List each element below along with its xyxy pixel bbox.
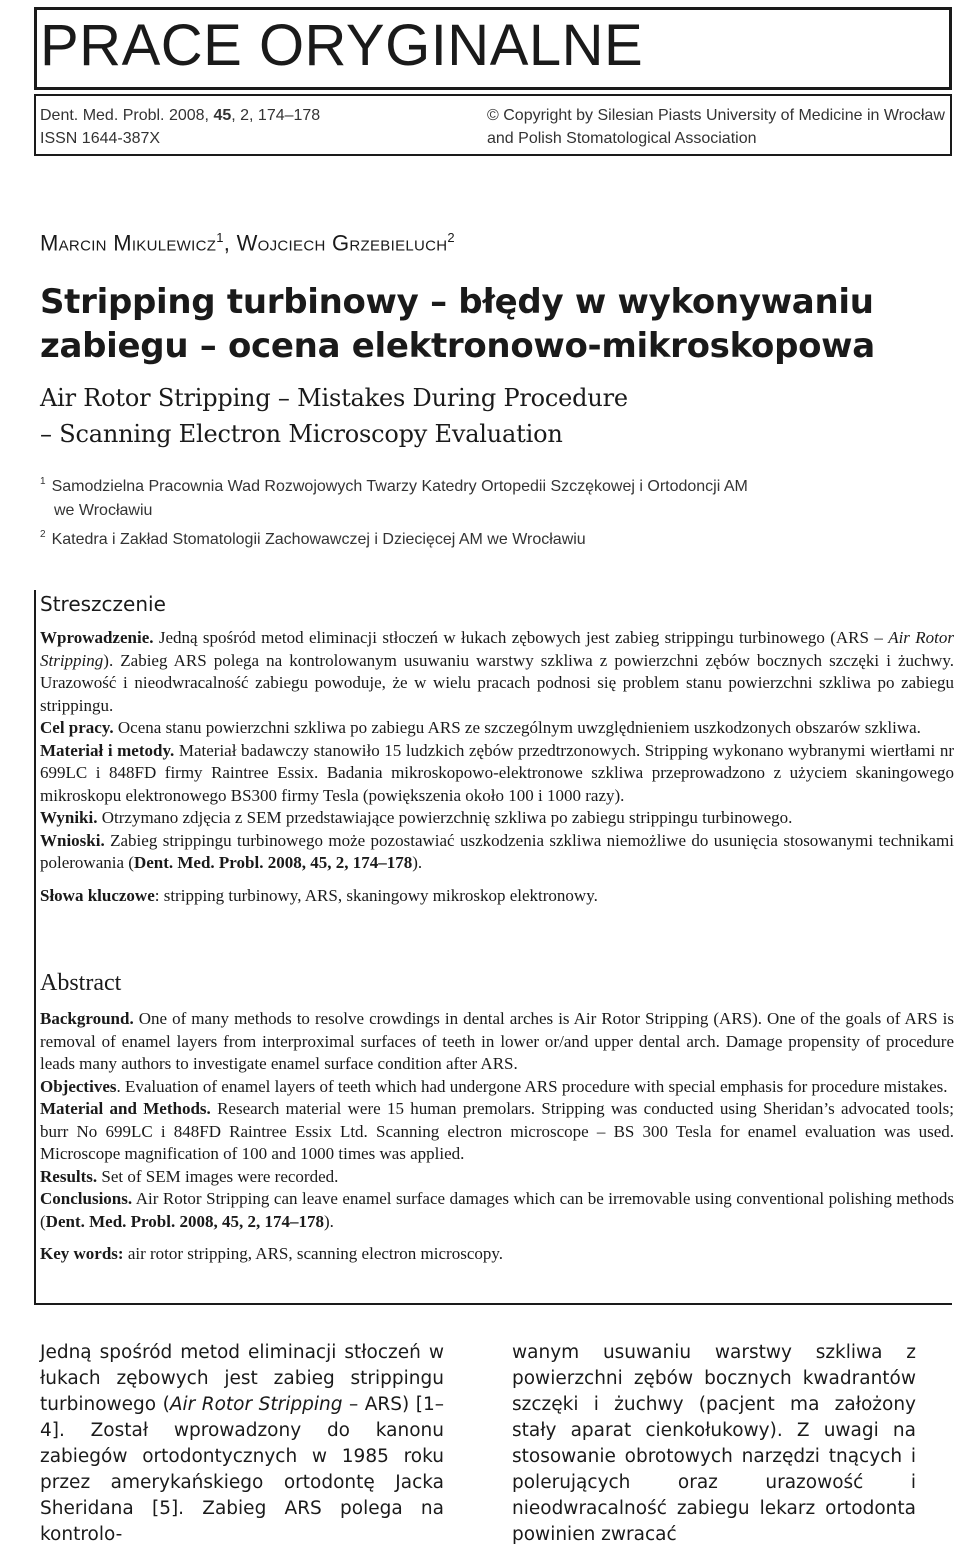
abstract-body [40, 1008, 954, 1266]
journal-info [40, 104, 320, 150]
streszczenie-body [40, 627, 954, 907]
copyright-line-2: and Polish Stomatological Association [487, 130, 757, 147]
section-title: PRACE ORYGINALNE [40, 13, 644, 78]
issn: ISSN 1644-387X [40, 130, 161, 147]
abstract-conclusions: Conclusions. Air Rotor Stripping can leave enamel surface damages which can be irremovable using conventional polishing methods (Dent. Med. Probl. 2008, 45, 2, 174–178). [40, 1189, 954, 1231]
affiliations: $^1$ Samodzielna Pracownia Wad Rozwojowych Twarzy Katedry Ortopedii Szczękowej i Ortodoncji AM we Wrocławiu $^2$ Katedra i Zakład Stomatologii Zachowawczej i Dziecięcej AM we Wrocławiu [40, 470, 940, 552]
article-title-pl: Stripping turbinowy – błędy w wykonywaniu zabiegu – ocena elektronowo-mikroskopowa [40, 282, 875, 366]
author-2: Wojciech Grzebieluch [236, 230, 448, 256]
body-column-right: wanym usuwaniu warstwy szkliwa z powierzchni zębów bocznych kwadrantów szczęki i żuchwy (pacjent ma założony stały aparat cienkołukowy). Z uwagi na stosowanie obrotowych narzędzi tnących i polerujących oraz urazowość i nieodwracalność zabiegu lekarz ortodonta powinien zwracać [512, 1342, 916, 1545]
abstract-results: Results. Set of SEM images were recorded. [40, 1166, 339, 1186]
affiliation-2: $^2$ Katedra i Zakład Stomatologii Zachowawczej i Dziecięcej AM we Wrocławiu [40, 529, 586, 548]
copyright-info [487, 104, 945, 150]
streszczenie-heading: Streszczenie [40, 592, 166, 616]
abstract-bottom-rule [34, 1303, 952, 1305]
abstract-background: Background. One of many methods to resolve crowdings in dental arches is Air Rotor Stripping (ARS). One of the goals of ARS is removal of enamel layers from interproximal surfaces of teeth in lower or/and upper dental arch. Damage propensity of procedure leads many authors to investigate enamel surface condition after ARS. [40, 1009, 954, 1073]
streszczenie-methods: Materiał i metody. Materiał badawczy stanowiło 15 ludzkich zębów przedtrzonowych. Stripping wykonano wybranymi wiertłami nr 699LC i 848FD firmy Raintree Essix. Badania mikroskopowo-elektronowe szkliwa przeprowadzono z użyciem skaningowego mikroskopu elektronowego BS300 firmy Tesla (powiększenia około 100 i 1000 razy). [40, 740, 954, 805]
journal-citation: Dent. Med. Probl. 2008, 45, 2, 174–178 [40, 107, 321, 124]
streszczenie-conclusions: Wnioski. Zabieg strippingu turbinowego może pozostawiać uszkodzenia szkliwa niemożliwe do usunięcia stosowanymi technikami polerowania (Dent. Med. Probl. 2008, 45, 2, 174–178). [40, 830, 954, 872]
streszczenie-results: Wyniki. Otrzymano zdjęcia z SEM przedstawiające powierzchnię szkliwa po zabiegu strippingu turbinowego. [40, 808, 793, 827]
body-column-left: Jedną spośród metod eliminacji stłoczeń w łukach zębowych jest zabieg strippingu turbinowego (Air Rotor Stripping – ARS) [1–4]. Został wprowadzony do kanonu zabiegów ortodontycznych w 1985 roku przez amerykańskiego ortodontę Jacka Sheridana [5]. Zabieg ARS polega na kontrolo- [40, 1342, 444, 1545]
abstract-left-rule [34, 590, 36, 1305]
streszczenie-keywords: Słowa kluczowe: stripping turbinowy, ARS, skaningowy mikroskop elektronowy. [40, 885, 598, 905]
affiliation-1: $^1$ Samodzielna Pracownia Wad Rozwojowych Twarzy Katedry Ortopedii Szczękowej i Ortodoncji AM [40, 476, 748, 495]
abstract-methods: Material and Methods. Research material were 15 human premolars. Stripping was conducted using Sheridan’s advocated tools; burr No 699LC i 848FD Raintree Essix Ltd. Scanning electron microscope – BS 300 Tesla for enamel evaluation was used. Microscope magnification of 100 and 1000 times was applied. [40, 1099, 955, 1163]
copyright-line-1: © Copyright by Silesian Piasts University of Medicine in Wrocław [487, 107, 945, 124]
streszczenie-intro: Wprowadzenie. Jedną spośród metod eliminacji stłoczeń w łukach zębowych jest zabieg strippingu turbinowego (ARS – Air Rotor Stripping). Zabieg ARS polega na kontrolowanym usuwaniu warstwy szkliwa z powierzchni zębów bocznych szczęki i żuchwy. Urazowość i nieodwracalność zabiegu powoduje, że w wielu pracach podnosi się problem stanu powierzchni szkliwa po zabiegu strippingu. [40, 628, 955, 715]
abstract-keywords: Key words: air rotor stripping, ARS, scanning electron microscopy. [40, 1244, 504, 1263]
author-1: Marcin Mikulewicz [40, 230, 217, 256]
streszczenie-aim: Cel pracy. Ocena stanu powierzchni szkliwa po zabiegu ARS ze szczególnym uwzględnieniem uszkodzonych obszarów szkliwa. [40, 718, 921, 737]
abstract-heading: Abstract [40, 970, 122, 996]
authors: Marcin Mikulewicz$^1$, Wojciech Grzebieluch$^2$ [40, 230, 455, 256]
abstract-objectives: Objectives. Evaluation of enamel layers of teeth which had undergone ARS procedure with special emphasis for procedure mistakes. [40, 1076, 948, 1096]
article-title-en: Air Rotor Stripping – Mistakes During Procedure – Scanning Electron Microscopy Evaluation [40, 384, 628, 448]
